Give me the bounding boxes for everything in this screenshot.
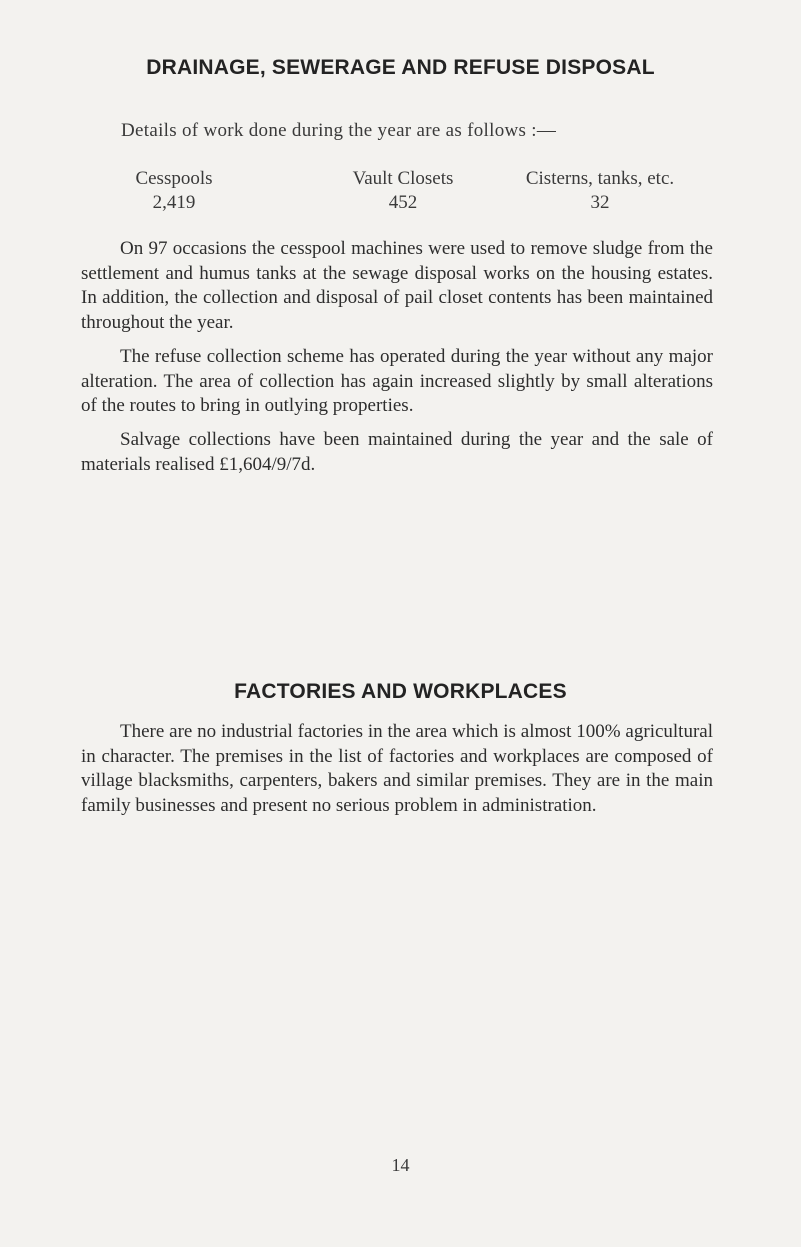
table-column-vault-closets	[318, 168, 488, 214]
section-heading-factories: FACTORIES AND WORKPLACES	[234, 680, 567, 703]
column-header: Cesspools	[135, 168, 213, 189]
table-column-cisterns	[505, 168, 695, 214]
paragraph-factories: There are no industrial factories in the area which is almost 100% agricultural in character. The premises in the list of factories and workplaces are composed of village blacksmiths, carpenters, bakers and similar premises. They are in the main family businesses and present no serious problem in administration.	[81, 721, 713, 816]
column-header: Vault Closets	[352, 168, 454, 189]
paragraph-cesspool-machines: On 97 occasions the cesspool machines were used to remove sludge from the settlement and humus tanks at the sewage disposal works on the housing estates. In addition, the collection and disposal of pail closet contents has been maintained throughout the year.	[81, 238, 713, 333]
column-value: 452	[388, 192, 418, 213]
paragraph-salvage: Salvage collections have been maintained during the year and the sale of materials realised £1,604/9/7d.	[81, 429, 713, 475]
column-value: 32	[590, 192, 610, 213]
table-column-cesspools	[120, 168, 228, 214]
column-header: Cisterns, tanks, etc.	[525, 168, 675, 189]
paragraph-refuse-collection: The refuse collection scheme has operated during the year without any major alteration. The area of collection has again increased slightly by small alterations of the routes to bring in outlying properties.	[81, 346, 713, 416]
column-value: 2,419	[152, 192, 196, 213]
section-heading-drainage: DRAINAGE, SEWERAGE AND REFUSE DISPOSAL	[146, 56, 655, 79]
page-number: 14	[391, 1155, 410, 1175]
intro-text: Details of work done during the year are as follows :—	[121, 120, 557, 141]
